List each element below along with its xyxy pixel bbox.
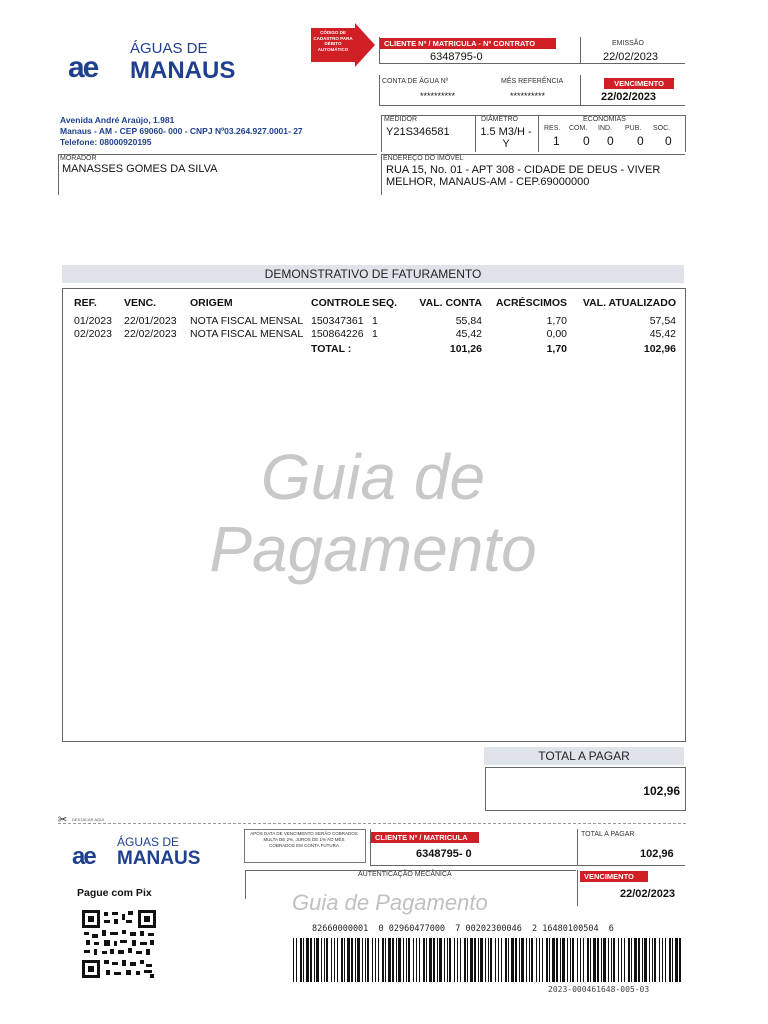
conta-value: ********** [420, 91, 456, 101]
col-val-conta: VAL. CONTA [419, 297, 482, 309]
barcode-bar [362, 938, 363, 982]
barcode-bar [382, 938, 384, 982]
cut-line [58, 823, 686, 824]
stub-cliente-value: 6348795- 0 [416, 848, 472, 860]
barcode-bar [549, 938, 550, 982]
barcode-bar [321, 938, 322, 982]
barcode-bar [505, 938, 507, 982]
barcode-bar [560, 938, 561, 982]
barcode-bar [334, 938, 335, 982]
barcode-bar [426, 938, 427, 982]
company-address-line1: Avenida André Araújo, 1.981 [60, 115, 175, 125]
economia-ind-value: 0 [607, 134, 614, 148]
barcode-bar [408, 938, 410, 982]
barcode-bar [344, 938, 345, 982]
barcode-bar [613, 938, 615, 982]
total-label: TOTAL : [311, 343, 352, 355]
economias-label: ECONOMIAS [583, 116, 626, 123]
arrow-right-icon [355, 23, 375, 67]
total-acrescimos: 1,70 [546, 343, 567, 355]
barcode-bar [654, 938, 656, 982]
payment-barcode [293, 938, 685, 982]
medidor-value: Y21S346581 [386, 126, 450, 138]
barcode-bar [628, 938, 630, 982]
barcode-bar [470, 938, 473, 982]
barcode-bar [539, 938, 540, 982]
col-ref: REF. [74, 297, 97, 309]
barcode-bar [601, 938, 602, 982]
barcode-bar [552, 938, 555, 982]
cell-acrescimos: 0,00 [546, 328, 567, 340]
barcode-bar [324, 938, 325, 982]
barcode-bar [659, 938, 660, 982]
barcode-bar [580, 938, 581, 982]
watermark-guia-line2: Pagamento [209, 513, 537, 585]
economia-res-value: 1 [553, 134, 560, 148]
barcode-bar [567, 938, 568, 982]
logo-ae-mark: ae [68, 51, 98, 84]
total-pagar-value: 102,96 [643, 784, 680, 798]
cliente-value: 6348795-0 [430, 51, 483, 63]
barcode-bar [631, 938, 632, 982]
barcode-bar [480, 938, 483, 982]
barcode-bar [367, 938, 369, 982]
cell-venc: 22/02/2023 [124, 328, 177, 340]
barcode-bar [593, 938, 596, 982]
footer-code: 2023-000461648-005-03 [548, 985, 650, 994]
barcode-digits: 82660000001 0 02960477000 7 00202300046 2 16480100504 6 [312, 924, 614, 934]
col-controle: CONTROLE [311, 297, 370, 309]
barcode-bar [495, 938, 496, 982]
cut-label: DESTACAR AQUI [72, 817, 105, 822]
barcode-bar [464, 938, 466, 982]
barcode-bar [316, 938, 319, 982]
barcode-bar [306, 938, 309, 982]
barcode-bar [347, 938, 350, 982]
cell-ref: 01/2023 [74, 315, 112, 327]
cell-venc: 22/01/2023 [124, 315, 177, 327]
barcode-bar [542, 938, 543, 982]
mes-value: ********** [510, 91, 546, 101]
barcode-bar [437, 938, 438, 982]
barcode-bar [587, 938, 589, 982]
morador-label: MORADOR [60, 155, 97, 162]
stub-cliente-label: CLIENTE Nº / MATRICULA [371, 832, 479, 843]
cell-val-atualizado: 57,54 [649, 315, 676, 327]
logo-manaus-text: MANAUS [130, 57, 236, 84]
barcode-bar [642, 938, 643, 982]
total-val-atualizado: 102,96 [643, 343, 676, 355]
autenticacao-label: AUTENTICAÇÃO MECÂNICA [358, 871, 452, 878]
barcode-bar [423, 938, 425, 982]
barcode-bar [449, 938, 451, 982]
economia-soc-label: SOC. [653, 125, 671, 132]
col-val-atualizado: VAL. ATUALIZADO [582, 297, 676, 309]
economia-res-label: RES. [544, 125, 561, 132]
barcode-bar [341, 938, 343, 982]
table-row [74, 328, 676, 341]
barcode-bar [447, 938, 448, 982]
barcode-bar [526, 938, 527, 982]
barcode-bar [385, 938, 386, 982]
barcode-bar [603, 938, 606, 982]
barcode-bar [608, 938, 609, 982]
barcode-bar [531, 938, 533, 982]
barcode-bar [652, 938, 653, 982]
barcode-bar [474, 938, 476, 982]
scissors-icon: ✂ [58, 814, 68, 826]
cell-ref: 02/2023 [74, 328, 112, 340]
barcode-bar [508, 938, 509, 982]
barcode-bar [529, 938, 530, 982]
vencimento-value: 22/02/2023 [601, 91, 657, 103]
economia-pub-value: 0 [637, 134, 644, 148]
logo-aguas-text: ÁGUAS DE [130, 40, 208, 57]
watermark-guia-line1: Guia de [260, 441, 486, 513]
barcode-bar [467, 938, 468, 982]
barcode-bar [570, 938, 571, 982]
barcode-bar [419, 938, 420, 982]
morador-value: MANASSES GOMES DA SILVA [62, 163, 218, 175]
stub-vencimento-label: VENCIMENTO [580, 871, 648, 882]
barcode-bar [396, 938, 397, 982]
conta-label: CONTA DE ÁGUA Nº [382, 78, 449, 85]
barcode-bar [439, 938, 442, 982]
multa-text: APÓS DATA DE VENCIMENTO SERÃO COBRADOS MULTA DE 2%, JUROS DE 1% AO MÊS COBRADOS EM CONTA FUTURA [250, 831, 358, 848]
economia-pub-label: PUB. [625, 125, 642, 132]
barcode-bar [624, 938, 625, 982]
barcode-bar [403, 938, 404, 982]
barcode-bar [597, 938, 599, 982]
barcode-bar [375, 938, 376, 982]
barcode-bar [644, 938, 647, 982]
col-acrescimos: ACRÉSCIMOS [495, 297, 567, 309]
col-venc: VENC. [124, 297, 157, 309]
total-row [74, 341, 676, 356]
barcode-bar [485, 938, 486, 982]
debit-badge-text: CÓDIGO DE CADASTRO PARA DÉBITO AUTOMÁTICO [313, 30, 353, 52]
barcode-bar [577, 938, 578, 982]
cell-val-conta: 55,84 [455, 315, 482, 327]
company-address-line2: Manaus - AM - CEP 69060- 000 - CNPJ Nº03.264.927.0001- 27 [60, 126, 303, 136]
barcode-bar [378, 938, 379, 982]
medidor-label: MEDIDOR [384, 116, 418, 123]
stub-logo-aguas-text: ÁGUAS DE [117, 835, 180, 849]
total-val-conta: 101,26 [449, 343, 482, 355]
barcode-bar [490, 938, 492, 982]
barcode-bar [675, 938, 678, 982]
stub-total-label: TOTAL A PAGAR [581, 831, 635, 838]
cell-seq: 1 [372, 328, 378, 340]
barcode-bar [521, 938, 524, 982]
endereco-value: RUA 15, No. 01 - APT 308 - CIDADE DE DEUS - VIVER MELHOR, MANAUS-AM - CEP.69000000 [386, 164, 661, 188]
barcode-bar [638, 938, 640, 982]
stub-total-value: 102,96 [640, 848, 674, 860]
stub-logo-ae-mark: ae [72, 843, 95, 870]
economia-soc-value: 0 [665, 134, 672, 148]
barcode-bar [457, 938, 458, 982]
barcode-bar [406, 938, 407, 982]
stub-logo [72, 835, 222, 871]
barcode-bar [413, 938, 414, 982]
barcode-bar [454, 938, 455, 982]
barcode-bar [665, 938, 666, 982]
cell-controle: 150347361 [311, 315, 364, 327]
cell-origem: NOTA FISCAL MENSAL [190, 328, 304, 340]
pix-label: Pague com Pix [77, 887, 152, 899]
company-logo [68, 40, 258, 86]
barcode-bar [314, 938, 315, 982]
barcode-bar [388, 938, 391, 982]
faturamento-title: DEMONSTRATIVO DE FATURAMENTO [264, 267, 482, 281]
barcode-bar [293, 938, 294, 982]
barcode-bar [562, 938, 565, 982]
col-seq: SEQ. [372, 297, 398, 309]
cell-origem: NOTA FISCAL MENSAL [190, 315, 304, 327]
barcode-bar [392, 938, 394, 982]
barcode-bar [429, 938, 432, 982]
barcode-bar [296, 938, 297, 982]
diametro-value: 1.5 M3/H - Y [480, 126, 532, 150]
cell-val-conta: 45,42 [455, 328, 482, 340]
stub-logo-manaus-text: MANAUS [117, 848, 201, 869]
barcode-bar [398, 938, 401, 982]
cell-controle: 150864226 [311, 328, 364, 340]
barcode-bar [679, 938, 681, 982]
total-pagar-label: TOTAL A PAGAR [538, 749, 630, 763]
barcode-bar [590, 938, 591, 982]
barcode-bar [662, 938, 663, 982]
barcode-bar [303, 938, 304, 982]
barcode-bar [300, 938, 302, 982]
barcode-bar [416, 938, 417, 982]
mes-label: MÊS REFERÊNCIA [501, 78, 564, 85]
col-origem: ORIGEM [190, 297, 233, 309]
barcode-bar [618, 938, 619, 982]
economia-com-label: COM. [569, 125, 588, 132]
barcode-bar [365, 938, 366, 982]
stub-vencimento-value: 22/02/2023 [620, 888, 676, 900]
cliente-label: CLIENTE Nº / MATRICULA - Nº CONTRATO [380, 38, 556, 49]
barcode-bar [357, 938, 360, 982]
barcode-bar [511, 938, 514, 982]
barcode-bar [669, 938, 671, 982]
economia-ind-label: IND. [598, 125, 612, 132]
emissao-label: EMISSÃO [612, 40, 644, 47]
barcode-bar [515, 938, 517, 982]
diametro-label: DIÂMETRO [481, 116, 518, 123]
barcode-bar [621, 938, 622, 982]
emissao-value: 22/02/2023 [603, 51, 659, 63]
barcode-bar [310, 938, 312, 982]
barcode-bar [536, 938, 537, 982]
barcode-bar [433, 938, 435, 982]
barcode-bar [556, 938, 558, 982]
barcode-bar [611, 938, 612, 982]
endereco-label: ENDEREÇO DO IMÓVEL [383, 155, 464, 162]
barcode-bar [583, 938, 584, 982]
pix-qr-code [82, 910, 156, 978]
stub-watermark: Guia de Pagamento [292, 890, 488, 915]
barcode-bar [326, 938, 328, 982]
cell-val-atualizado: 45,42 [649, 328, 676, 340]
barcode-bar [498, 938, 499, 982]
barcode-bar [331, 938, 332, 982]
table-row [74, 315, 676, 328]
cell-acrescimos: 1,70 [546, 315, 567, 327]
table-header-row [74, 297, 676, 315]
cell-seq: 1 [372, 315, 378, 327]
barcode-bar [672, 938, 673, 982]
barcode-bar [649, 938, 650, 982]
barcode-bar [572, 938, 574, 982]
barcode-bar [478, 938, 479, 982]
barcode-bar [501, 938, 502, 982]
barcode-bar [372, 938, 373, 982]
barcode-bar [337, 938, 338, 982]
faturamento-table [74, 297, 676, 356]
barcode-bar [351, 938, 353, 982]
company-phone: Telefone: 08000920195 [60, 137, 152, 147]
barcode-bar [634, 938, 637, 982]
barcode-bar [460, 938, 461, 982]
barcode-bar [488, 938, 489, 982]
barcode-bar [519, 938, 520, 982]
vencimento-label: VENCIMENTO [604, 78, 674, 89]
economia-com-value: 0 [583, 134, 590, 148]
barcode-bar [444, 938, 445, 982]
barcode-bar [355, 938, 356, 982]
barcode-bar [546, 938, 548, 982]
